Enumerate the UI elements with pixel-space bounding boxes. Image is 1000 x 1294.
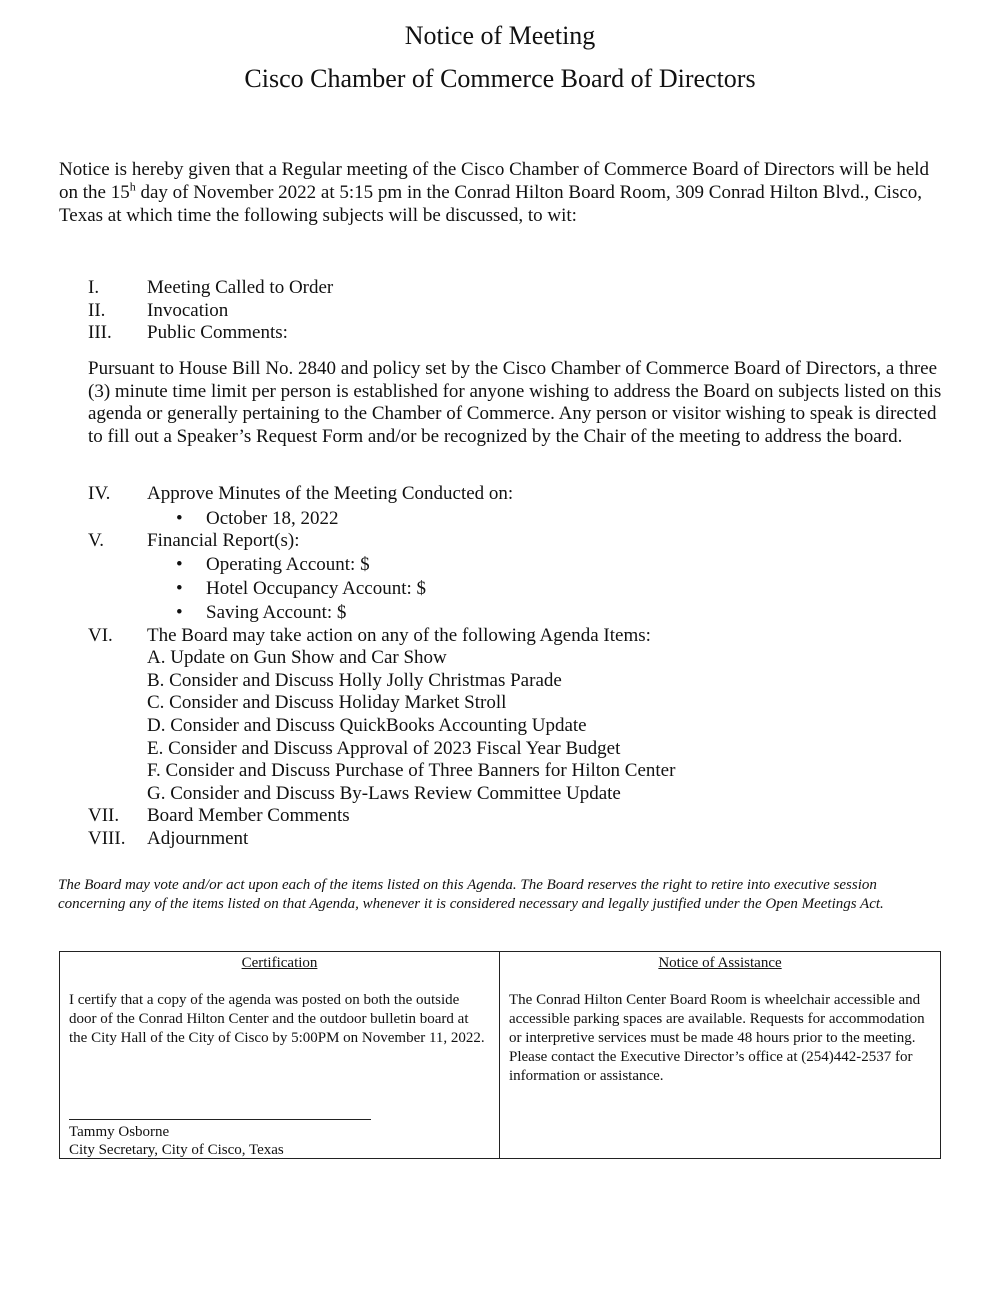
- certification-text: I certify that a copy of the agenda was posted on both the outside door of the Conrad Hilton Center and the outdoor bulletin board at the City Hall of the City of Cisco by 5:00PM on November 11, 2022.: [69, 992, 485, 1046]
- sub-item-text: A. Update on Gun Show and Car Show: [147, 647, 447, 668]
- document-title: Notice of Meeting: [404, 21, 596, 50]
- sub-item-text: B. Consider and Discuss Holly Jolly Christmas Parade: [147, 670, 562, 691]
- assistance-text: The Conrad Hilton Center Board Room is wheelchair accessible and accessible parking spaces are available. Requests for accommodation or interpretive services must be made 48 hours prior to the meeting. Please contact the Executive Director’s office at (254)442-2537 for information or assistance.: [509, 992, 925, 1084]
- certification-title: Certification: [241, 955, 318, 971]
- agenda-text: Public Comments:: [147, 322, 288, 343]
- bullet-text: Saving Account: $: [206, 602, 347, 623]
- agenda-number: I.: [88, 277, 100, 298]
- signer-name: Tammy Osborne: [69, 1124, 170, 1140]
- agenda-number: VII.: [88, 805, 120, 826]
- agenda-number: IV.: [88, 483, 111, 504]
- public-comments-paragraph: Pursuant to House Bill No. 2840 and policy set by the Cisco Chamber of Commerce Board of Directors, a three (3) minute time limit per person is established for anyone wishing to address the Board on subjects listed on this agenda or generally pertaining to the Chamber of Commerce. Any person or visitor wishing to speak is directed to fill out a Speaker’s Request Form and/or be recognized by the Chair of the meeting to address the board.: [88, 358, 942, 447]
- assistance-title: Notice of Assistance: [658, 955, 782, 971]
- bullet-text: Operating Account: $: [206, 554, 370, 575]
- intro-superscript: h: [129, 179, 136, 194]
- bullet-icon: •: [176, 508, 183, 529]
- agenda-number: III.: [88, 322, 112, 343]
- sub-item-text: C. Consider and Discuss Holiday Market Stroll: [147, 692, 507, 713]
- signature-line: [69, 1119, 371, 1120]
- agenda-text: Meeting Called to Order: [147, 277, 334, 298]
- sub-item-text: G. Consider and Discuss By-Laws Review Committee Update: [147, 783, 621, 804]
- intro-paragraph: [59, 158, 949, 227]
- sub-item-text: D. Consider and Discuss QuickBooks Accounting Update: [147, 715, 587, 736]
- agenda-text: Board Member Comments: [147, 805, 350, 826]
- agenda-text: Invocation: [147, 300, 229, 321]
- signer-title: City Secretary, City of Cisco, Texas: [69, 1142, 284, 1158]
- bullet-icon: •: [176, 554, 183, 575]
- agenda-text: Financial Report(s):: [147, 530, 300, 551]
- agenda-text: The Board may take action on any of the following Agenda Items:: [147, 625, 651, 646]
- agenda-number: VI.: [88, 625, 113, 646]
- agenda-text: Approve Minutes of the Meeting Conducted on:: [147, 483, 514, 504]
- sub-item-text: F. Consider and Discuss Purchase of Three Banners for Hilton Center: [147, 760, 676, 781]
- document-subtitle: Cisco Chamber of Commerce Board of Directors: [244, 64, 756, 93]
- agenda-text: Adjournment: [147, 828, 249, 849]
- info-boxes: [59, 951, 941, 1159]
- agenda-number: V.: [88, 530, 105, 551]
- footnote: The Board may vote and/or act upon each of the items listed on this Agenda. The Board reserves the right to retire into executive session concerning any of the items listed on that Agenda, whenever it is considered necessary and legally justified under the Open Meetings Act.: [58, 877, 884, 912]
- certification-box: [60, 952, 500, 1158]
- bullet-icon: •: [176, 602, 183, 623]
- intro-text-end: day of November 2022 at 5:15 pm in the Conrad Hilton Board Room, 309 Conrad Hilton Blvd., Cisco, Texas at which time the following subjects will be discussed, to wit:: [59, 182, 923, 226]
- bullet-icon: •: [176, 578, 183, 599]
- intro-text-start: Notice is hereby given that a Regular meeting of the Cisco Chamber of Commerce Board of Directors will be held on the 15: [59, 159, 930, 203]
- agenda-number: II.: [88, 300, 106, 321]
- bullet-text: Hotel Occupancy Account: $: [206, 578, 427, 599]
- agenda-number: VIII.: [88, 828, 126, 849]
- assistance-box: [500, 952, 940, 1158]
- bullet-text: October 18, 2022: [206, 508, 339, 529]
- sub-item-text: E. Consider and Discuss Approval of 2023 Fiscal Year Budget: [147, 738, 621, 759]
